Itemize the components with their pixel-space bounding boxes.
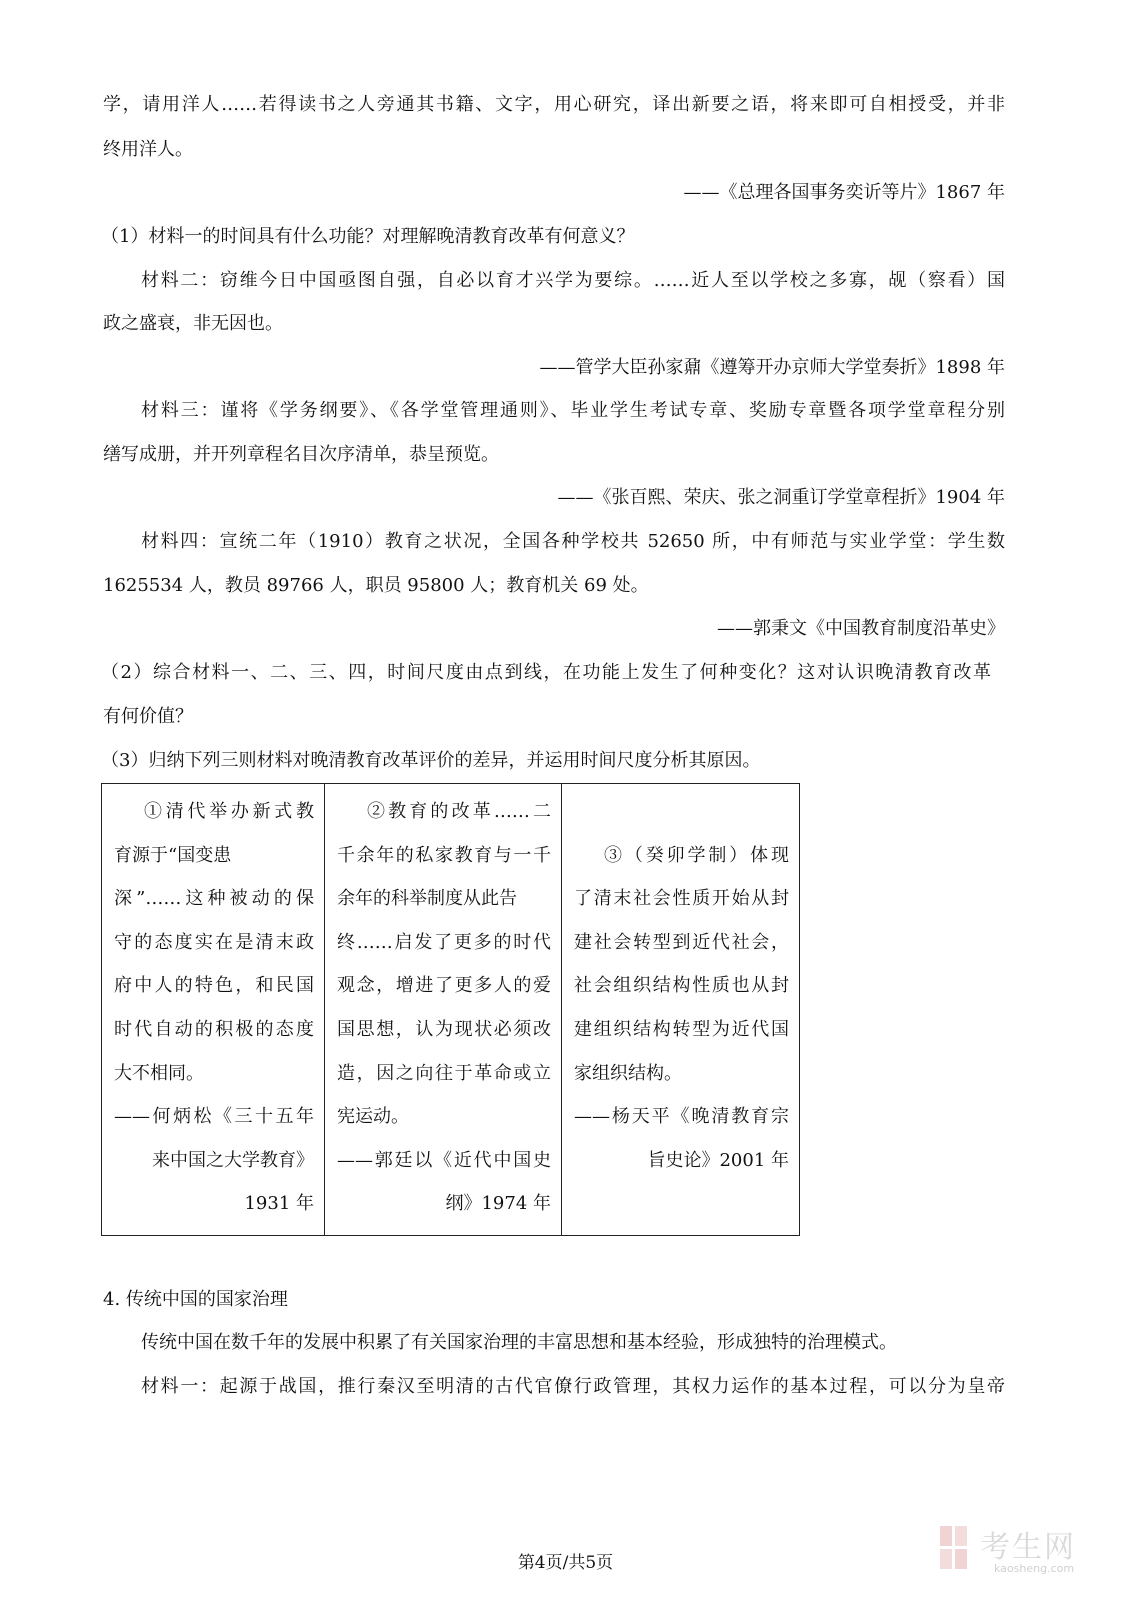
section-4-intro: 传统中国在数千年的发展中积累了有关国家治理的丰富思想和基本经验，形成独特的治理模式。 [141,1332,897,1353]
table-cell-3 [562,784,800,1236]
cell-line: 来中国之大学教育》 [152,1149,314,1171]
material1-source: ——《总理各国事务奕䜣等片》1867 年 [683,182,1005,203]
cell-line: 旨史论》2001 年 [647,1149,789,1171]
cell-line: 深”……这种被动的保 [114,888,314,910]
material4-line-1: 材料四：宣统二年（1910）教育之状况，全国各种学校共 52650 所，中有师范与实业学堂：学生数 [141,531,1005,552]
cell-line: 宪运动。 [337,1106,409,1128]
cell-line: ——何炳松《三十五年 [114,1106,314,1128]
material3-line-2: 缮写成册，并开列章程名目次序清单，恭呈预览。 [103,444,499,465]
question-2-line-2: 有何价值？ [103,706,193,727]
material2-line-2: 政之盛衰，非无因也。 [103,313,283,334]
cell-line: 了清末社会性质开始从封 [574,888,789,910]
materials-table [101,783,800,1236]
section-4-title: 4. 传统中国的国家治理 [103,1289,288,1310]
cell-line: ——郭廷以《近代中国史 [337,1149,551,1171]
cell-line: 余年的科举制度从此告 [337,888,517,910]
table-cell-1 [102,784,325,1236]
cell-line: 纲》1974 年 [445,1193,551,1215]
cell-line: 家组织结构。 [574,1062,682,1084]
material1-line-2: 终用洋人。 [103,139,193,160]
watermark-logo-icon [940,1526,970,1570]
question-3: （3）归纳下列三则材料对晚清教育改革评价的差异，并运用时间尺度分析其原因。 [101,750,761,771]
material2-source: ——管学大臣孙家鼐《遵筹开办京师大学堂奏折》1898 年 [539,357,1005,378]
cell-line: 终……启发了更多的时代 [337,931,551,953]
cell-line: 社会组织结构性质也从封 [574,975,789,997]
material4-line-2: 1625534 人，教员 89766 人，职员 95800 人；教育机关 69 处。 [103,575,649,596]
cell-line: 造，因之向往于革命或立 [337,1062,551,1084]
page-number: 第4页/共5页 [517,1553,614,1573]
cell-line: ③（癸卯学制）体现 [604,844,789,866]
material1-line-1: 学，请用洋人……若得读书之人旁通其书籍、文字，用心研究，译出新要之语，将来即可自相授受，并非 [103,94,1005,115]
question-2-line-1: （2）综合材料一、二、三、四，时间尺度由点到线，在功能上发生了何种变化？这对认识晚清教育改革 [101,662,991,683]
table-cell-2 [325,784,562,1236]
cell-line: 国思想，认为现状必须改 [337,1018,551,1040]
cell-line: ②教育的改革……二 [367,801,551,822]
cell-line: 大不相同。 [114,1062,204,1084]
cell-line: 建社会转型到近代社会， [574,931,789,953]
material4-source: ——郭秉文《中国教育制度沿革史》 [717,618,1005,639]
cell-line: ——杨天平《晚清教育宗 [574,1106,789,1128]
cell-line: 育源于“国变患 [114,844,232,866]
material3-source: ——《张百熙、荣庆、张之洞重订学堂章程折》1904 年 [557,487,1005,508]
cell-line: 时代自动的积极的态度 [114,1018,314,1040]
cell-line: 建组织结构转型为近代国 [574,1018,789,1040]
cell-line: 千余年的私家教育与一千 [337,844,551,866]
cell-line: 观念，增进了更多人的爱 [337,975,551,997]
section-4-material1: 材料一：起源于战国，推行秦汉至明清的古代官僚行政管理，其权力运作的基本过程，可以分为皇帝 [141,1376,1005,1397]
cell-line: 守的态度实在是清末政 [114,931,314,953]
material2-line-1: 材料二：窃维今日中国亟图自强，自必以育才兴学为要综。……近人至以学校之多寡，觇（察看）国 [141,270,1005,291]
cell-line: 1931 年 [244,1193,314,1215]
watermark-logo [940,1522,1120,1582]
cell-line [574,799,789,843]
cell-line: ①清代举办新式教 [144,801,314,822]
material3-line-1: 材料三：谨将《学务纲要》、《各学堂管理通则》、毕业学生考试专章、奖励专章暨各项学堂章程分别 [141,400,1005,421]
watermark-name: 考生网 [980,1530,1076,1565]
watermark-url: kaosheng.com [994,1562,1075,1575]
question-1: （1）材料一的时间具有什么功能？对理解晚清教育改革有何意义？ [101,226,635,247]
cell-line: 府中人的特色，和民国 [114,975,314,997]
